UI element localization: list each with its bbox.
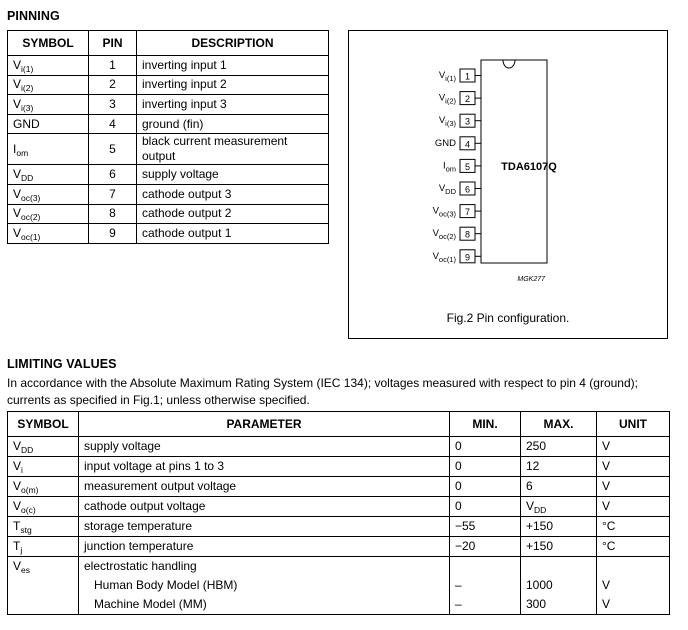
pin-symbol: [8, 114, 89, 134]
limit-min: [450, 557, 521, 577]
limit-parameter: junction temperature: [79, 537, 450, 557]
symbol-text: V: [526, 499, 535, 513]
table-row: [8, 477, 670, 497]
pin-description: supply voltage: [137, 165, 329, 185]
limit-min: –: [450, 595, 521, 615]
symbol-subscript: i(3): [21, 102, 34, 113]
symbol-text: V: [13, 225, 22, 240]
pin-symbol: [8, 95, 89, 115]
pin-symbol-label: $V_{i(2)}$: [438, 92, 456, 106]
symbol-subscript: stg: [20, 525, 32, 535]
limit-min: 0: [450, 437, 521, 457]
table-row: [8, 204, 329, 224]
symbol-subscript: i: [21, 465, 23, 475]
table-row: [8, 497, 670, 517]
limit-parameter: supply voltage: [79, 437, 450, 457]
limits-header-row: [8, 412, 670, 437]
pin-number: 4: [89, 114, 137, 134]
pin-number: 1: [89, 56, 137, 76]
pin-description: inverting input 1: [137, 56, 329, 76]
table-row: [8, 537, 670, 557]
pin-symbol-label: $I_{om}$: [442, 160, 456, 174]
limit-unit: V: [597, 457, 670, 477]
table-row: [8, 517, 670, 537]
table-row: [8, 595, 670, 615]
pin-number: 2: [89, 75, 137, 95]
pin-symbol: [8, 224, 89, 244]
limit-unit: V: [597, 497, 670, 517]
symbol-subscript: o(c): [21, 505, 36, 515]
pinning-heading: PINNING: [7, 9, 60, 23]
symbol-text: I: [13, 141, 17, 156]
limit-parameter: cathode output voltage: [79, 497, 450, 517]
table-row: [8, 576, 670, 595]
limit-symbol: [8, 557, 79, 577]
limit-min: 0: [450, 477, 521, 497]
pin-symbol: [8, 204, 89, 224]
symbol-text: GND: [13, 116, 40, 131]
pinning-table: [7, 30, 329, 244]
limit-max: [521, 477, 597, 497]
symbol-text: V: [13, 186, 22, 201]
symbol-text: T: [13, 519, 21, 533]
limit-symbol: [8, 576, 79, 595]
limit-unit: [597, 557, 670, 577]
col-unit: UNIT: [597, 412, 670, 437]
symbol-text: V: [13, 96, 22, 111]
pin-symbol-label: $V_{i(3)}$: [438, 115, 456, 129]
table-row: [8, 56, 329, 76]
limit-unit: V: [597, 595, 670, 615]
pin-description: black current measurement output: [137, 134, 329, 165]
limit-unit: V: [597, 576, 670, 595]
pin-description: inverting input 3: [137, 95, 329, 115]
pin-number: 5: [89, 134, 137, 165]
symbol-subscript: es: [21, 565, 30, 575]
symbol-text: V: [13, 499, 22, 513]
symbol-text: V: [13, 206, 22, 221]
pin-symbol-label: $V_{i(1)}$: [438, 70, 456, 83]
pin-description: cathode output 1: [137, 224, 329, 244]
chip-label: TDA6107Q: [501, 161, 557, 173]
pin-symbol: [8, 134, 89, 165]
limit-parameter: storage temperature: [79, 517, 450, 537]
symbol-subscript: oc(3): [21, 192, 41, 203]
symbol-text: 6: [526, 479, 533, 493]
limit-max: [521, 517, 597, 537]
table-row: [8, 134, 329, 165]
symbol-text: V: [13, 479, 22, 493]
limit-max: [521, 537, 597, 557]
symbol-subscript: oc(1): [21, 231, 41, 242]
pin-description: cathode output 3: [137, 184, 329, 204]
figure-caption: Fig.2 Pin configuration.: [446, 311, 570, 325]
pin-symbol: [8, 56, 89, 76]
pin-number-label: 2: [464, 94, 471, 105]
limit-min: −55: [450, 517, 521, 537]
pin-number: 3: [89, 95, 137, 115]
limit-parameter: input voltage at pins 1 to 3: [79, 457, 450, 477]
table-row: [8, 557, 670, 577]
limit-symbol: [8, 517, 79, 537]
symbol-subscript: j: [20, 545, 23, 555]
pin-number-label: 7: [464, 207, 471, 218]
pin-number-label: 4: [464, 139, 471, 150]
symbol-subscript: DD: [534, 505, 547, 515]
table-row: [8, 75, 329, 95]
col-parameter: PARAMETER: [79, 412, 450, 437]
limit-unit: V: [597, 477, 670, 497]
pin-symbol: [8, 75, 89, 95]
symbol-subscript: oc(2): [21, 212, 41, 223]
symbol-text: 12: [526, 459, 540, 473]
limit-symbol: [8, 437, 79, 457]
limit-min: 0: [450, 497, 521, 517]
pin-number-label: 1: [464, 71, 471, 82]
col-pin: PIN: [89, 31, 137, 56]
col-max: MAX.: [521, 412, 597, 437]
symbol-subscript: DD: [21, 173, 34, 184]
limit-unit: °C: [597, 537, 670, 557]
symbol-text: 250: [526, 439, 547, 453]
symbol-text: V: [13, 459, 22, 473]
symbol-text: V: [13, 77, 22, 92]
symbol-text: V: [13, 57, 22, 72]
table-row: [8, 457, 670, 477]
limit-max: 300: [521, 595, 597, 615]
pin-number-label: 8: [464, 229, 471, 240]
pinning-header-row: [8, 31, 329, 56]
limits-table: [7, 411, 670, 615]
pin-symbol: [8, 165, 89, 185]
pin-description: cathode output 2: [137, 204, 329, 224]
pin-symbol-label: $V_{oc(2)}$: [432, 228, 456, 242]
limit-symbol: [8, 457, 79, 477]
symbol-text: V: [13, 439, 22, 453]
limit-max: [521, 437, 597, 457]
limit-max: [521, 457, 597, 477]
limit-parameter: electrostatic handling: [79, 557, 450, 577]
limit-symbol: [8, 497, 79, 517]
pin-number: 8: [89, 204, 137, 224]
limits-intro: In accordance with the Absolute Maximum Rating System (IEC 134); voltages measured with respect to pin 4 (ground); currents as specified in Fig.1; unless otherwise specified.: [7, 376, 638, 407]
limit-symbol: [8, 477, 79, 497]
symbol-subscript: o(m): [21, 485, 39, 495]
pin-diagram: [349, 31, 667, 338]
limit-max: [521, 557, 597, 577]
table-row: [8, 437, 670, 457]
pin-number-label: 3: [464, 116, 471, 127]
limit-max: [521, 497, 597, 517]
pin-symbol-label: $V_{DD}$: [438, 183, 456, 196]
symbol-text: +150: [526, 539, 554, 553]
symbol-text: +150: [526, 519, 554, 533]
symbol-text: T: [13, 539, 21, 553]
limit-unit: °C: [597, 517, 670, 537]
table-row: [8, 224, 329, 244]
pin-configuration-figure: [348, 30, 668, 339]
symbol-subscript: i(2): [21, 83, 34, 94]
limit-unit: V: [597, 437, 670, 457]
table-row: [8, 114, 329, 134]
pin-description: inverting input 2: [137, 75, 329, 95]
col-description: DESCRIPTION: [137, 31, 329, 56]
col-symbol: SYMBOL: [8, 412, 79, 437]
pin-symbol-label: $V_{oc(1)}$: [432, 250, 456, 264]
pin-symbol: [8, 184, 89, 204]
pin-number: 6: [89, 165, 137, 185]
col-symbol: SYMBOL: [8, 31, 89, 56]
limit-symbol: [8, 537, 79, 557]
table-row: [8, 165, 329, 185]
table-row: [8, 184, 329, 204]
symbol-subscript: om: [16, 147, 29, 158]
limit-max: 1000: [521, 576, 597, 595]
pin-description: ground (fin): [137, 114, 329, 134]
limits-heading: LIMITING VALUES: [7, 357, 117, 371]
limit-parameter: Human Body Model (HBM): [79, 576, 450, 595]
pin-number: 9: [89, 224, 137, 244]
table-row: [8, 95, 329, 115]
limit-symbol: [8, 595, 79, 615]
limit-min: −20: [450, 537, 521, 557]
pin-number-label: 6: [464, 184, 471, 195]
symbol-text: V: [13, 559, 22, 573]
symbol-text: V: [13, 167, 22, 182]
pin-number-label: 5: [464, 161, 471, 172]
symbol-subscript: DD: [21, 445, 34, 455]
limit-parameter: measurement output voltage: [79, 477, 450, 497]
figure-code: MGK277: [517, 276, 545, 283]
pin-symbol-label: $V_{oc(3)}$: [432, 205, 456, 219]
col-min: MIN.: [450, 412, 521, 437]
symbol-subscript: i(1): [21, 63, 34, 74]
limit-min: 0: [450, 457, 521, 477]
pin-number-label: 9: [464, 252, 471, 263]
limit-min: –: [450, 576, 521, 595]
pin-number: 7: [89, 184, 137, 204]
limit-parameter: Machine Model (MM): [79, 595, 450, 615]
pin-symbol-label: GND: [434, 137, 456, 149]
